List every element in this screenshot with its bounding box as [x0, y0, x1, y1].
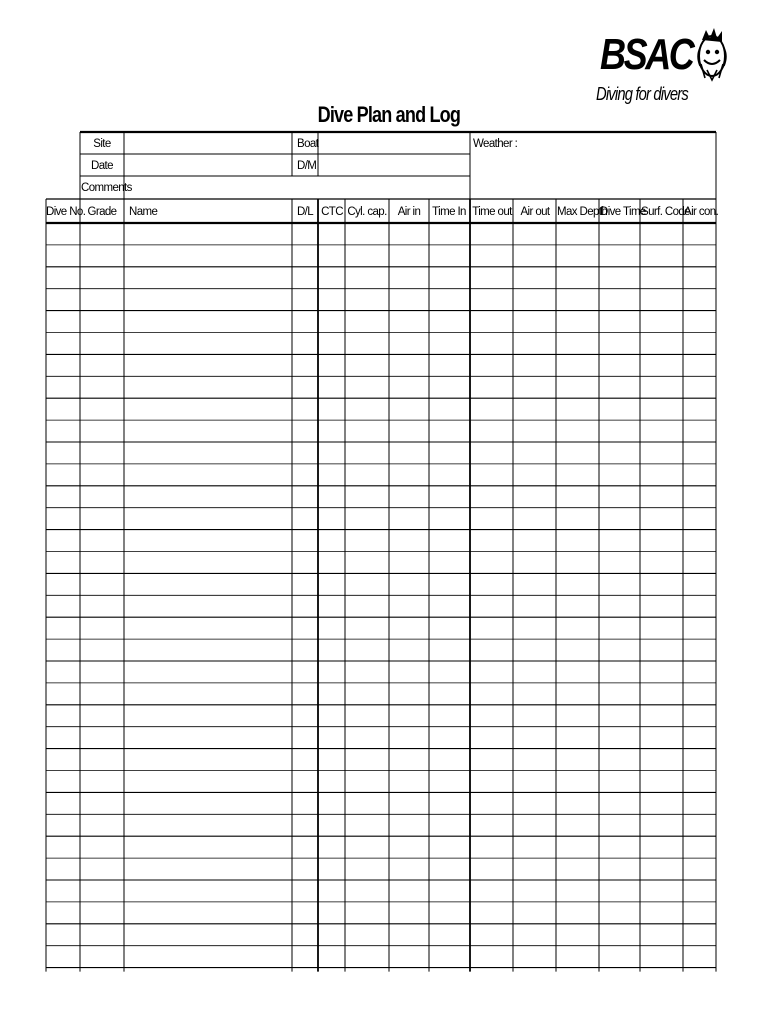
weather-field[interactable] — [471, 134, 715, 198]
page-title: Dive Plan and Log — [317, 102, 461, 127]
logo-tagline: Diving for divers — [596, 84, 688, 104]
col-air-in: Air in — [397, 206, 421, 218]
col-name: Name — [129, 206, 158, 218]
col-air-out: Air out — [520, 206, 550, 218]
date-field[interactable] — [125, 156, 291, 176]
col-max-depth: Max Depth — [557, 206, 608, 218]
col-ctc: CTC — [321, 206, 343, 218]
date-label: Date — [91, 160, 113, 172]
site-label: Site — [93, 138, 111, 150]
col-dl: D/L — [296, 206, 314, 218]
weather-label: Weather : — [473, 138, 518, 150]
logo-wordmark: BSAC — [600, 30, 693, 79]
col-time-in: Time In — [432, 206, 466, 218]
boat-label: Boat — [297, 138, 319, 150]
col-dive-no: Dive No. — [46, 206, 86, 218]
col-surf-code: Surf. Code — [641, 206, 690, 218]
boat-field[interactable] — [320, 134, 468, 154]
col-grade: Grade — [87, 206, 117, 218]
col-time-out: Time out — [472, 206, 512, 218]
col-cyl-cap: Cyl. cap. — [347, 206, 387, 218]
dm-field[interactable] — [320, 156, 468, 176]
col-air-con: Air con. — [684, 206, 719, 218]
dm-label: D/M — [297, 160, 317, 172]
comments-label: Comments — [81, 182, 132, 194]
col-dive-time: Dive Time — [600, 206, 646, 218]
site-field[interactable] — [125, 134, 291, 154]
comments-field[interactable] — [125, 178, 469, 198]
